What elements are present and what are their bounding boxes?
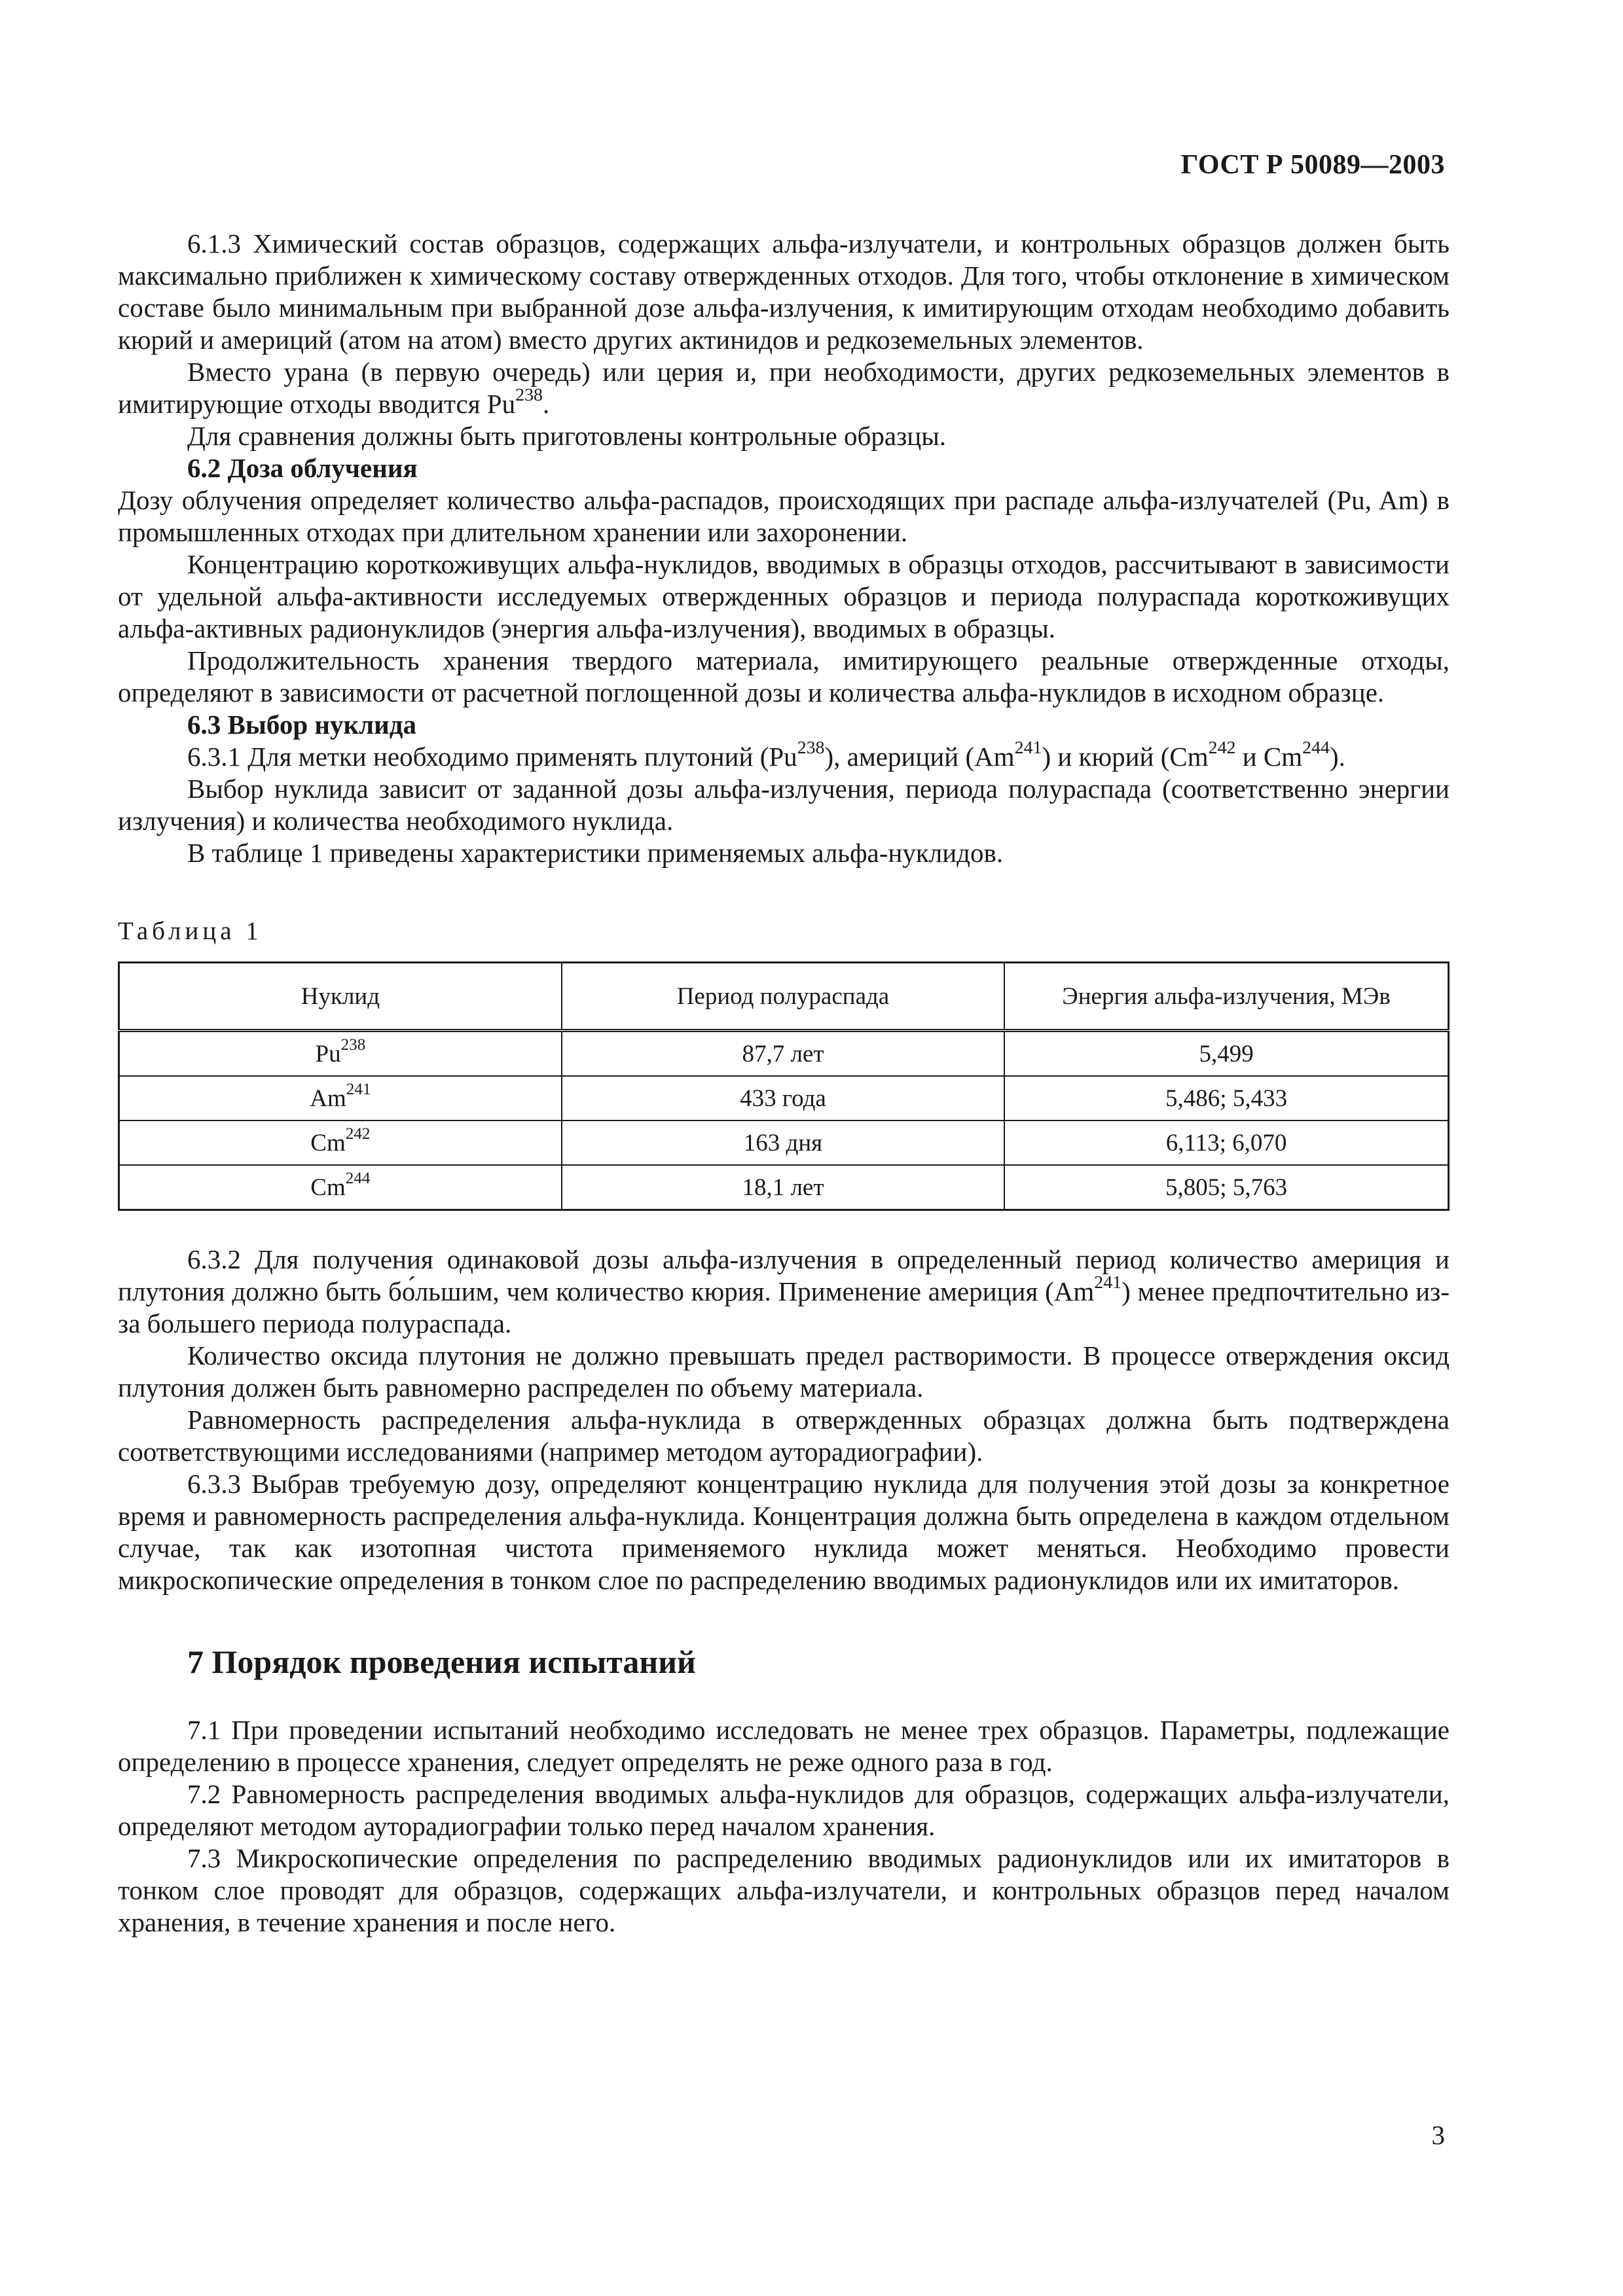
energy-cell: 5,486; 5,433 [1004,1076,1448,1121]
paragraph-6-3-2: 6.3.2 Для получения одинаковой дозы альфа-излучения в определенный период количество америция и плутония должно быть бо́льшим, чем количество кюрия. Применение америция (Am$^{241}$) менее предпочтительно из-за большего периода полураспада. [118,1244,1450,1338]
energy-cell: 5,805; 5,763 [1004,1165,1448,1210]
paragraph-dose-2: Концентрацию короткоживущих альфа-нуклидов, вводимых в образцы отходов, рассчитывают в зависимости от удельной альфа-активности исследуемых отвержденных образцов и периода полураспада короткоживущих альфа-активных радионуклидов (энергия альфа-излучения), вводимых в образцы. [118,549,1450,643]
heading-section-7: 7 Порядок проведения испытаний [187,1643,696,1680]
column-header-nuclide: Нуклид [119,963,562,1031]
page-number: 3 [1431,2120,1445,2150]
paragraph-6-3-3: 6.3.3 Выбрав требуемую дозу, определяют концентрацию нуклида для получения этой дозы за конкретное время и равномерность распределения альфа-нуклида. Концентрация должна быть определена в каждом отдельном случае, так как изотопная чистота применяемого нуклида может меняться. Необходимо провести микроскопические определения в тонком слое по распределению вводимых радионуклидов или их имитаторов. [118,1469,1450,1595]
paragraph-table-intro: В таблице 1 приведены характеристики применяемых альфа-нуклидов. [187,838,1004,868]
half-life-cell: 433 года [562,1076,1004,1121]
paragraph-oxide-amount: Количество оксида плутония не должно превышать предел растворимости. В процессе отверждения оксид плутония должен быть равномерно распределен по объему материала. [118,1340,1450,1403]
table-header-row [119,963,1449,1031]
document-number: ГОСТ Р 50089—2003 [1180,150,1445,180]
nuclide-cell: Pu$^{238}$ [119,1031,562,1077]
table-row [119,1121,1449,1165]
half-life-cell: 163 дня [562,1121,1004,1165]
paragraph-6-3-1: 6.3.1 Для метки необходимо применять плутоний (Pu$^{238}$), америций (Am$^{241}$) и кюрий (Cm$^{242}$ и Cm$^{244}$). [187,738,1345,772]
paragraph-7-3: 7.3 Микроскопические определения по распределению вводимых радионуклидов или их имитаторов в тонком слое проводят для образцов, содержащих альфа-излучатели, и контрольных образцов перед началом хранения, в течение хранения и после него. [118,1843,1450,1937]
paragraph-7-2: 7.2 Равномерность распределения вводимых альфа-нуклидов для образцов, содержащих альфа-излучатели, определяют методом ауторадиографии только перед началом хранения. [118,1779,1450,1841]
nuclide-cell: Cm$^{242}$ [119,1121,562,1165]
half-life-cell: 18,1 лет [562,1165,1004,1210]
nuclide-cell: Cm$^{244}$ [119,1165,562,1210]
nuclide-cell: Am$^{241}$ [119,1076,562,1121]
heading-6-2: 6.2 Доза облучения [187,453,418,483]
paragraph-nuclide-choice: Выбор нуклида зависит от заданной дозы альфа-излучения, периода полураспада (соответственно энергии излучения) и количества необходимого нуклида. [118,774,1450,836]
paragraph-dose-1: Дозу облучения определяет количество альфа-распадов, происходящих при распаде альфа-излучателей (Pu, Am) в промышленных отходах при длительном хранении или захоронении. [118,485,1450,547]
energy-cell: 6,113; 6,070 [1004,1121,1448,1165]
paragraph-6-1-3: 6.1.3 Химический состав образцов, содержащих альфа-излучатели, и контрольных образцов должен быть максимально приближен к химическому составу отвержденных отходов. Для того, чтобы отклонение в химическом составе было минимальным при выбранной дозе альфа-излучения, к имитирующим отходам необходимо добавить кюрий и америций (атом на атом) вместо других актинидов и редкоземельных элементов. [118,228,1450,355]
table-row [119,1031,1449,1077]
table-row [119,1165,1449,1210]
paragraph-7-1: 7.1 При проведении испытаний необходимо исследовать не менее трех образцов. Параметры, подлежащие определению в процессе хранения, следует определять не реже одного раза в год. [118,1715,1450,1777]
heading-6-3: 6.3 Выбор нуклида [187,709,416,740]
table-row [119,1076,1449,1121]
energy-cell: 5,499 [1004,1031,1448,1077]
half-life-cell: 87,7 лет [562,1031,1004,1077]
column-header-half-life: Период полураспада [562,963,1004,1031]
paragraph-pu238: Вместо урана (в первую очередь) или церия и, при необходимости, других редкоземельных элементов в имитирующие отходы вводится Pu$^{238}$. [118,357,1450,419]
column-header-energy: Энергия альфа-излучения, МЭв [1004,963,1448,1031]
nuclide-table [118,961,1450,1211]
paragraph-control-samples: Для сравнения должны быть приготовлены контрольные образцы. [187,421,947,451]
paragraph-uniformity: Равномерность распределения альфа-нуклида в отвержденных образцах должна быть подтверждена соответствующими исследованиями (например методом ауторадиографии). [118,1405,1450,1467]
table-caption: Таблица 1 [118,917,263,945]
paragraph-dose-3: Продолжительность хранения твердого материала, имитирующего реальные отвержденные отходы, определяют в зависимости от расчетной поглощенной дозы и количества альфа-нуклидов в исходном образце. [118,645,1450,708]
document-body [118,228,1450,1939]
